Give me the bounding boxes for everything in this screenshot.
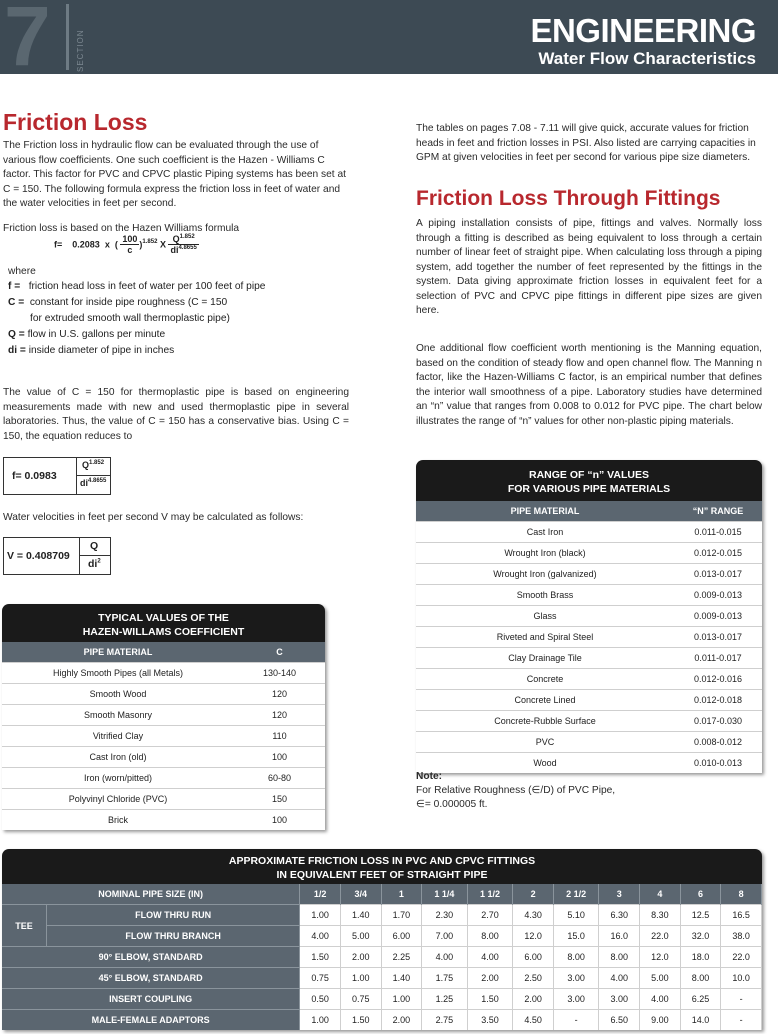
friction-value-cell: 32.0 — [680, 926, 721, 947]
friction-value-cell: 8.00 — [467, 926, 513, 947]
friction-value-cell: 0.75 — [340, 989, 381, 1010]
friction-value-cell: 2.70 — [467, 905, 513, 926]
manning-para: One additional flow coefficient worth mentioning is the Manning equation, based on the condition of steady flow and open channel flow. The Manning n factor, like the Hazen-Williams C factor, is an empirical number that defines the interior wall smoothness of a pipe. Laboratory studies have determined an “n” value that ranges from 0.008 to 0.012 for PVC pipe. The chart below illustrates the range of “n” values for other non-plastic piping materials. — [416, 343, 762, 427]
pipe-material-cell: Brick — [2, 810, 234, 831]
hazen-col-material: PIPE MATERIAL — [2, 642, 234, 663]
table-row — [2, 1010, 762, 1031]
pipe-material-cell: Wrought Iron (black) — [416, 543, 674, 564]
size-header-cell: 1/2 — [300, 884, 341, 905]
c-value-cell: 150 — [234, 789, 325, 810]
pipe-material-cell: Cast Iron (old) — [2, 747, 234, 768]
c-value-cell: 130-140 — [234, 663, 325, 684]
friction-value-cell: 3.00 — [599, 989, 640, 1010]
velocity-intro: Water velocities in feet per second V may be calculated as follows: — [3, 512, 304, 523]
friction-value-cell: 10.0 — [721, 968, 762, 989]
friction-loss-intro: The Friction loss in hydraulic flow can be evaluated through the use of various flow coefficients. One such coefficient is the Hazen - Williams C factor. This factor for PVC and CPVC plastic Piping systems has been set at C = 150. The following formula express the friction loss in feet of water and the water velocities in feet per second. — [3, 140, 346, 209]
header-title: ENGINEERING — [530, 12, 756, 49]
def-c-cont: for extruded smooth wall thermoplastic pipe) — [30, 313, 230, 324]
size-header-cell: 1 — [381, 884, 422, 905]
fitting-label-cell: FLOW THRU RUN — [47, 905, 300, 926]
fitting-label-cell: FLOW THRU BRANCH — [47, 926, 300, 947]
friction-value-cell: 8.00 — [553, 947, 599, 968]
table-row — [416, 543, 762, 564]
table-row — [2, 663, 325, 684]
c-value-cell: 120 — [234, 684, 325, 705]
pipe-material-cell: Riveted and Spiral Steel — [416, 627, 674, 648]
table-row — [416, 711, 762, 732]
hazen-col-c: C — [234, 642, 325, 663]
pipe-material-cell: Polyvinyl Chloride (PVC) — [2, 789, 234, 810]
table-row — [2, 768, 325, 789]
pipe-material-cell: Wrought Iron (galvanized) — [416, 564, 674, 585]
pipe-material-cell: Smooth Masonry — [2, 705, 234, 726]
size-header-cell: 3 — [599, 884, 640, 905]
fittings-table-title-line1: APPROXIMATE FRICTION LOSS IN PVC AND CPVC FITTINGS — [228, 855, 536, 867]
friction-value-cell: 2.00 — [513, 989, 554, 1010]
pipe-material-cell: Glass — [416, 606, 674, 627]
c-value-cell: 60-80 — [234, 768, 325, 789]
reduced-equation-box: f= 0.0983 $Q^{1.852}$ $di^{4.8655}$ — [3, 457, 111, 495]
table-row — [416, 564, 762, 585]
friction-value-cell: 1.00 — [381, 989, 422, 1010]
table-row — [416, 690, 762, 711]
friction-value-cell: 2.25 — [381, 947, 422, 968]
friction-value-cell: 18.0 — [680, 947, 721, 968]
friction-value-cell: 2.50 — [513, 968, 554, 989]
size-header-cell: 2 — [513, 884, 554, 905]
friction-value-cell: 1.75 — [422, 968, 468, 989]
table-row — [416, 648, 762, 669]
value-c-para: The value of C = 150 for thermoplastic pipe is based on engineering measurements made with new and used thermoplastic pipe in several laboratories. Thus, the value of C = 150 has a conservative bias. Using C = 150, the equation reduces to — [3, 387, 349, 442]
friction-value-cell: 1.50 — [467, 989, 513, 1010]
table-row — [2, 705, 325, 726]
n-col-material: PIPE MATERIAL — [416, 501, 674, 522]
friction-value-cell: 3.00 — [553, 989, 599, 1010]
table-row — [416, 585, 762, 606]
friction-value-cell: 9.00 — [640, 1010, 681, 1031]
friction-value-cell: 1.50 — [300, 947, 341, 968]
fitting-label-cell: INSERT COUPLING — [2, 989, 300, 1010]
friction-value-cell: 2.75 — [422, 1010, 468, 1031]
def-q: Q = flow in U.S. gallons per minute — [8, 329, 166, 340]
friction-value-cell: 4.30 — [513, 905, 554, 926]
friction-value-cell: 12.5 — [680, 905, 721, 926]
n-col-range: “N” RANGE — [674, 501, 762, 522]
friction-value-cell: 8.00 — [680, 968, 721, 989]
friction-value-cell: 16.5 — [721, 905, 762, 926]
friction-value-cell: 0.75 — [300, 968, 341, 989]
fittings-para: A piping installation consists of pipe, fittings and valves. Normally loss through a fitting is described as being equivalent to loss through a certain number of linear feet of straight pipe. When calculating loss through a piping system, add together the number of feet represented by the fittings in the system. Data giving approximate friction losses in equivalent feet for a selection of PVC and CPVC pipe fittings in different pipe sizes are given here. — [416, 218, 762, 316]
table-row — [416, 606, 762, 627]
friction-value-cell: 7.00 — [422, 926, 468, 947]
friction-value-cell: 4.00 — [599, 968, 640, 989]
friction-value-cell: 14.0 — [680, 1010, 721, 1031]
section-word: SECTION — [76, 29, 85, 72]
table-row — [2, 684, 325, 705]
n-range-cell: 0.017-0.030 — [674, 711, 762, 732]
table-row — [416, 753, 762, 774]
pipe-material-cell: Concrete Lined — [416, 690, 674, 711]
hazen-table-title-line1: TYPICAL VALUES OF THE — [98, 612, 229, 624]
table-row — [2, 810, 325, 831]
size-header-cell: 1 1/2 — [467, 884, 513, 905]
friction-value-cell: 2.30 — [422, 905, 468, 926]
table-row — [2, 947, 762, 968]
section-divider — [66, 4, 69, 70]
fittings-friction-table — [2, 849, 762, 1030]
hazen-coefficient-table — [2, 604, 325, 830]
page-header — [0, 0, 778, 83]
note-line2: ∈= 0.000005 ft. — [416, 799, 488, 810]
n-range-cell: 0.012-0.016 — [674, 669, 762, 690]
def-f: f = friction head loss in feet of water per 100 feet of pipe — [8, 281, 266, 292]
friction-value-cell: 1.40 — [340, 905, 381, 926]
velocity-equation-box: V = 0.408709 Q $di^2$ — [3, 537, 111, 575]
friction-value-cell: 12.0 — [640, 947, 681, 968]
c-value-cell: 120 — [234, 705, 325, 726]
table-row — [2, 726, 325, 747]
pipe-material-cell: Smooth Brass — [416, 585, 674, 606]
friction-value-cell: 38.0 — [721, 926, 762, 947]
fitting-label-cell: 45° ELBOW, STANDARD — [2, 968, 300, 989]
fittings-table-title-line2: IN EQUIVALENT FEET OF STRAIGHT PIPE — [276, 869, 488, 881]
c-value-cell: 110 — [234, 726, 325, 747]
pipe-material-cell: Concrete-Rubble Surface — [416, 711, 674, 732]
friction-value-cell: 4.00 — [422, 947, 468, 968]
tee-label: TEE — [2, 905, 47, 947]
friction-value-cell: 6.00 — [513, 947, 554, 968]
nominal-size-label: NOMINAL PIPE SIZE (IN) — [2, 884, 300, 905]
n-range-cell: 0.009-0.013 — [674, 606, 762, 627]
size-header-cell: 2 1/2 — [553, 884, 599, 905]
table-row — [2, 905, 762, 926]
table-row — [416, 669, 762, 690]
hazen-table-title-line2: HAZEN-WILLAMS COEFFICIENT — [82, 626, 245, 638]
fitting-label-cell: 90° ELBOW, STANDARD — [2, 947, 300, 968]
friction-value-cell: 12.0 — [513, 926, 554, 947]
friction-value-cell: 5.10 — [553, 905, 599, 926]
n-range-cell: 0.009-0.013 — [674, 585, 762, 606]
friction-value-cell: - — [721, 1010, 762, 1031]
friction-value-cell: 4.00 — [300, 926, 341, 947]
n-range-cell: 0.012-0.018 — [674, 690, 762, 711]
size-header-cell: 3/4 — [340, 884, 381, 905]
fittings-heading: Friction Loss Through Fittings — [416, 187, 721, 210]
size-header-cell: 1 1/4 — [422, 884, 468, 905]
n-table-title-line2: FOR VARIOUS PIPE MATERIALS — [507, 483, 671, 495]
n-values-table — [416, 460, 762, 773]
tables-reference-para: The tables on pages 7.08 - 7.11 will give quick, accurate values for friction heads in feet and friction losses in PSI. Also listed are carrying capacities in GPM at given velocities in feet per second for various pipe size diameters. — [416, 123, 756, 163]
section-number: 7 — [4, 0, 51, 83]
friction-value-cell: 5.00 — [640, 968, 681, 989]
pipe-material-cell: Smooth Wood — [2, 684, 234, 705]
friction-value-cell: 16.0 — [599, 926, 640, 947]
friction-value-cell: 1.00 — [300, 1010, 341, 1031]
n-table-title-line1: RANGE OF “n” VALUES — [529, 469, 649, 481]
friction-value-cell: 1.00 — [300, 905, 341, 926]
friction-value-cell: 8.30 — [640, 905, 681, 926]
friction-value-cell: 4.50 — [513, 1010, 554, 1031]
table-row — [2, 926, 762, 947]
hazen-williams-formula: f= 0.2083 x ( $\frac{100}{c}$ )$^{1.852}$ X $\frac{Q^{1.852}}{di^{4.8655}}$ — [54, 234, 197, 255]
n-range-cell: 0.010-0.013 — [674, 753, 762, 774]
friction-loss-heading: Friction Loss — [3, 109, 148, 135]
size-header-cell: 6 — [680, 884, 721, 905]
n-range-cell: 0.013-0.017 — [674, 627, 762, 648]
friction-value-cell: - — [553, 1010, 599, 1031]
friction-value-cell: 22.0 — [640, 926, 681, 947]
header-subtitle: Water Flow Characteristics — [538, 49, 756, 68]
friction-value-cell: 15.0 — [553, 926, 599, 947]
friction-value-cell: 4.00 — [467, 947, 513, 968]
friction-value-cell: 0.50 — [300, 989, 341, 1010]
friction-value-cell: 1.25 — [422, 989, 468, 1010]
n-range-cell: 0.008-0.012 — [674, 732, 762, 753]
size-header-row — [2, 884, 762, 905]
pipe-material-cell: Cast Iron — [416, 522, 674, 543]
table-row — [2, 789, 325, 810]
fitting-label-cell: MALE-FEMALE ADAPTORS — [2, 1010, 300, 1031]
def-di: di = inside diameter of pipe in inches — [8, 345, 175, 356]
friction-value-cell: 6.50 — [599, 1010, 640, 1031]
friction-value-cell: 8.00 — [599, 947, 640, 968]
table-row — [416, 522, 762, 543]
pipe-material-cell: PVC — [416, 732, 674, 753]
n-range-cell: 0.011-0.017 — [674, 648, 762, 669]
pipe-material-cell: Iron (worn/pitted) — [2, 768, 234, 789]
friction-value-cell: 1.00 — [340, 968, 381, 989]
where-label: where — [8, 266, 36, 277]
table-row — [416, 732, 762, 753]
note-line1: For Relative Roughness (∈/D) of PVC Pipe, — [416, 785, 616, 796]
table-row — [2, 747, 325, 768]
n-range-cell: 0.013-0.017 — [674, 564, 762, 585]
friction-value-cell: - — [721, 989, 762, 1010]
c-value-cell: 100 — [234, 810, 325, 831]
pipe-material-cell: Highly Smooth Pipes (all Metals) — [2, 663, 234, 684]
pipe-material-cell: Vitrified Clay — [2, 726, 234, 747]
friction-value-cell: 1.50 — [340, 1010, 381, 1031]
pipe-material-cell: Wood — [416, 753, 674, 774]
note-label: Note: — [416, 771, 443, 782]
friction-value-cell: 1.40 — [381, 968, 422, 989]
friction-value-cell: 2.00 — [467, 968, 513, 989]
friction-value-cell: 6.30 — [599, 905, 640, 926]
friction-value-cell: 3.00 — [553, 968, 599, 989]
size-header-cell: 4 — [640, 884, 681, 905]
friction-value-cell: 6.00 — [381, 926, 422, 947]
pipe-material-cell: Concrete — [416, 669, 674, 690]
c-value-cell: 100 — [234, 747, 325, 768]
n-range-cell: 0.012-0.015 — [674, 543, 762, 564]
friction-value-cell: 4.00 — [640, 989, 681, 1010]
table-row — [416, 627, 762, 648]
friction-value-cell: 2.00 — [381, 1010, 422, 1031]
friction-value-cell: 2.00 — [340, 947, 381, 968]
pipe-material-cell: Clay Drainage Tile — [416, 648, 674, 669]
friction-value-cell: 1.70 — [381, 905, 422, 926]
friction-value-cell: 22.0 — [721, 947, 762, 968]
size-header-cell: 8 — [721, 884, 762, 905]
n-range-cell: 0.011-0.015 — [674, 522, 762, 543]
table-row — [2, 989, 762, 1010]
friction-value-cell: 3.50 — [467, 1010, 513, 1031]
friction-value-cell: 6.25 — [680, 989, 721, 1010]
formula-intro: Friction loss is based on the Hazen Williams formula — [3, 223, 240, 234]
friction-value-cell: 5.00 — [340, 926, 381, 947]
table-row — [2, 968, 762, 989]
def-c: C = constant for inside pipe roughness (C = 150 — [8, 297, 228, 308]
